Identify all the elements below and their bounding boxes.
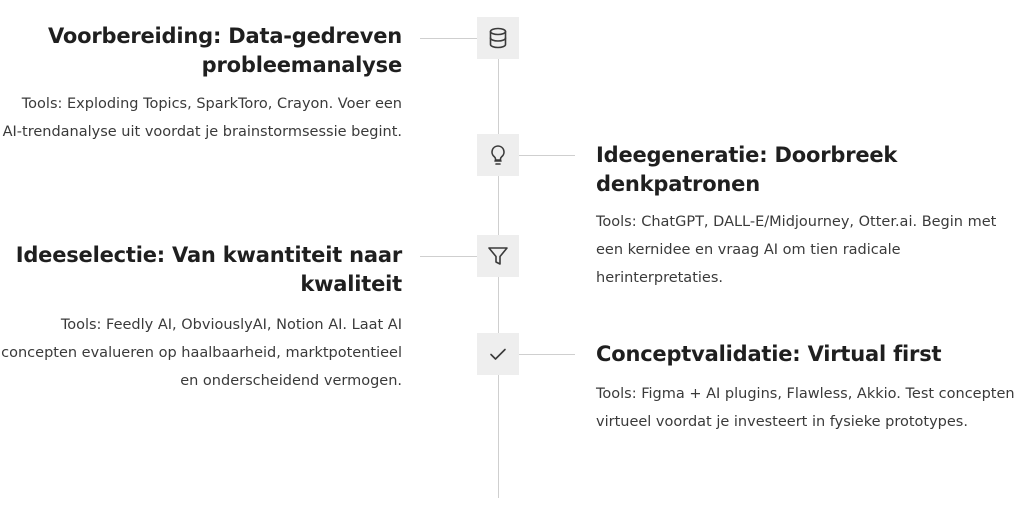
filter-icon [486,244,510,268]
connector-line [519,155,575,156]
timeline-node [477,235,519,277]
step-description: Tools: Figma + AI plugins, Flawless, Akkio. Test concepten virtueel voordat je investeert in fysieke prototypes. [596,386,1015,430]
step-title: Voorbereiding: Data-gedreven probleemanalyse [47,24,402,77]
connector-line [420,38,477,39]
timeline-node [477,333,519,375]
connector-line [420,256,477,257]
connector-line [519,354,575,355]
timeline-node [477,134,519,176]
step-title: Conceptvalidatie: Virtual first [596,342,942,366]
step-description: Tools: Exploding Topics, SparkToro, Crayon. Voer een AI-trendanalyse uit voordat je brainstormsessie begint. [2,96,402,140]
timeline-node [477,17,519,59]
step-description: Tools: Feedly AI, ObviouslyAI, Notion AI. Laat AI concepten evalueren op haalbaarheid, marktpotentieel en onderscheidend vermogen. [1,317,402,389]
step-title: Ideegeneratie: Doorbreek denkpatronen [596,143,898,196]
checkmark-icon [486,342,510,366]
step-title: Ideeselectie: Van kwantiteit naar kwaliteit [15,243,402,296]
lightbulb-icon [486,143,510,167]
database-icon [486,26,510,50]
step-description: Tools: ChatGPT, DALL-E/Midjourney, Otter.ai. Begin met een kernidee en vraag AI om tien radicale herinterpretaties. [596,214,997,286]
